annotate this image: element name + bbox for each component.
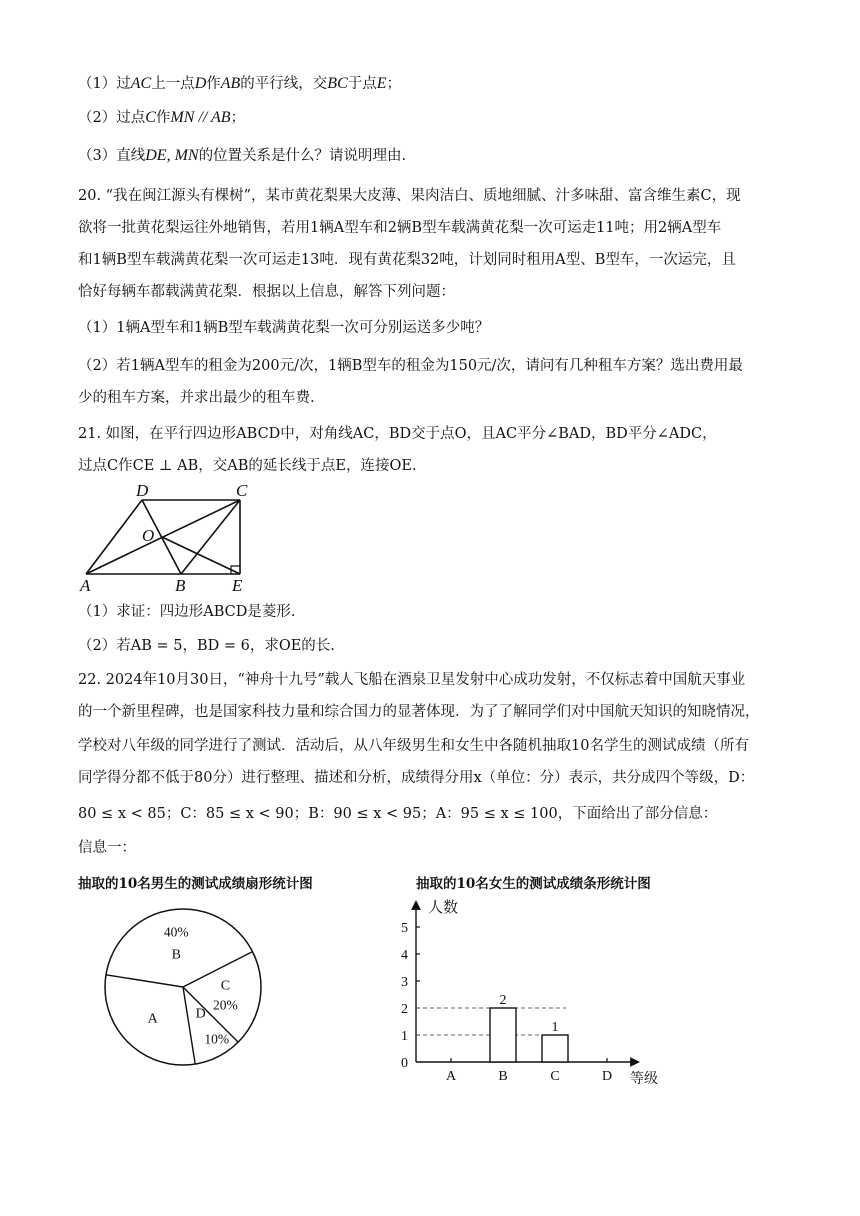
y-axis-label: 人数 (428, 900, 459, 916)
pie-slice-label-b: B (171, 947, 181, 963)
label-b: B (175, 576, 186, 595)
pie-slice-percent-d: 10% (204, 1031, 230, 1047)
q22-info-label: 信息一： (78, 840, 136, 856)
label-e: E (232, 576, 243, 595)
y-tick-label: 4 (401, 948, 408, 963)
y-tick-label: 0 (401, 1056, 408, 1071)
y-tick-label: 2 (401, 1002, 408, 1017)
pie-slice-label-d: D (195, 1006, 206, 1022)
q20-line-3: 和1辆B型车载满黄花梨一次可运走13吨．现有黄花梨32吨，计划同时租用A型、B型车，一次运完，且 (78, 252, 736, 268)
rhombus-figure (78, 480, 258, 596)
q21-sub-1: （1）求证：四边形ABCD是菱形. (78, 604, 296, 620)
q22-line-3: 学校对八年级的同学进行了测试．活动后，从八年级男生和女生中各随机抽取10名学生的测试成绩（所有 (78, 738, 749, 754)
bar-value-label-c: 1 (551, 1020, 559, 1035)
label-c: C (236, 481, 248, 500)
q20-sub-2b: 少的租车方案，并求出最少的租车费. (78, 390, 315, 406)
q22-line-5: 80 ≤ x < 85；C：85 ≤ x < 90；B：90 ≤ x < 95；A：95 ≤ x ≤ 100，下面给出了部分信息： (78, 806, 718, 822)
y-tick-label: 3 (401, 975, 408, 990)
x-tick-label-b: B (498, 1069, 508, 1084)
x-axis-label: 等级 (630, 1072, 658, 1087)
q20-sub-1: （1）1辆A型车和1辆B型车载满黄花梨一次可分别运送多少吨？ (78, 320, 490, 336)
pie-slice-percent-c: 20% (212, 997, 238, 1013)
label-a: A (80, 576, 91, 595)
bar-b (490, 1008, 516, 1062)
pie-chart (96, 905, 276, 1085)
q22-line-2: 的一个新里程碑，也是国家科技力量和综合国力的显著体现．为了了解同学们对中国航天知识的知晓情况， (78, 704, 760, 720)
x-tick-label-c: C (550, 1069, 560, 1084)
x-tick-label-a: A (445, 1069, 457, 1084)
y-tick-label: 1 (401, 1029, 408, 1044)
pie-chart-title: 抽取的10名男生的测试成绩扇形统计图 (78, 876, 313, 892)
bar-chart-title: 抽取的10名女生的测试成绩条形统计图 (416, 876, 651, 892)
pie-slice-label-c: C (220, 978, 231, 994)
q19-step-2: （2）过点C作MN // AB； (78, 109, 246, 126)
bar-chart (392, 892, 672, 1092)
edge-ad (86, 500, 142, 574)
q21-line-2: 过点C作CE ⊥ AB，交AB的延长线于点E，连接OE. (78, 458, 417, 474)
q20-line-4: 恰好每辆车都载满黄花梨．根据以上信息，解答下列问题： (78, 284, 455, 300)
bar-value-label-b: 2 (499, 993, 507, 1008)
q20-sub-2a: （2）若1辆A型车的租金为200元/次，1辆B型车的租金为150元/次，请问有几种租车方案？选出费用最 (78, 358, 743, 374)
pie-slice-label-a: A (147, 1011, 158, 1027)
bar-c (542, 1035, 568, 1062)
y-tick-label: 5 (401, 921, 408, 936)
x-tick-label-d: D (601, 1069, 613, 1084)
label-o: O (142, 526, 155, 545)
q21-line-1: 21. 如图，在平行四边形ABCD中，对角线AC，BD交于点O，且AC平分∠BAD，BD平分∠ADC， (78, 426, 717, 442)
q22-line-4: 同学得分都不低于80分）进行整理、描述和分析，成绩得分用x（单位：分）表示，共分成四个等级，D： (78, 770, 755, 786)
q19-step-3: （3）直线DE, MN的位置关系是什么？请说明理由. (78, 147, 407, 164)
q19-step-1: （1）过AC上一点D作AB的平行线，交BC于点E； (78, 75, 402, 92)
edge-cb (181, 500, 240, 574)
q21-sub-2: （2）若AB = 5，BD = 6，求OE的长. (78, 638, 335, 654)
q20-line-1: 20. “我在闽江源头有棵树”，某市黄花梨果大皮薄、果肉洁白、质地细腻、汁多味甜、富含维生素C，现 (78, 188, 741, 204)
label-d: D (136, 481, 149, 500)
segment-oe (162, 537, 240, 574)
q20-line-2: 欲将一批黄花梨运往外地销售，若用1辆A型车和2辆B型车载满黄花梨一次可运走11吨；用2辆A型车 (78, 220, 722, 236)
q22-line-1: 22. 2024年10月30日，“神舟十九号”载人飞船在酒泉卫星发射中心成功发射，不仅标志着中国航天事业 (78, 672, 746, 688)
pie-slice-percent-b: 40% (163, 924, 189, 940)
